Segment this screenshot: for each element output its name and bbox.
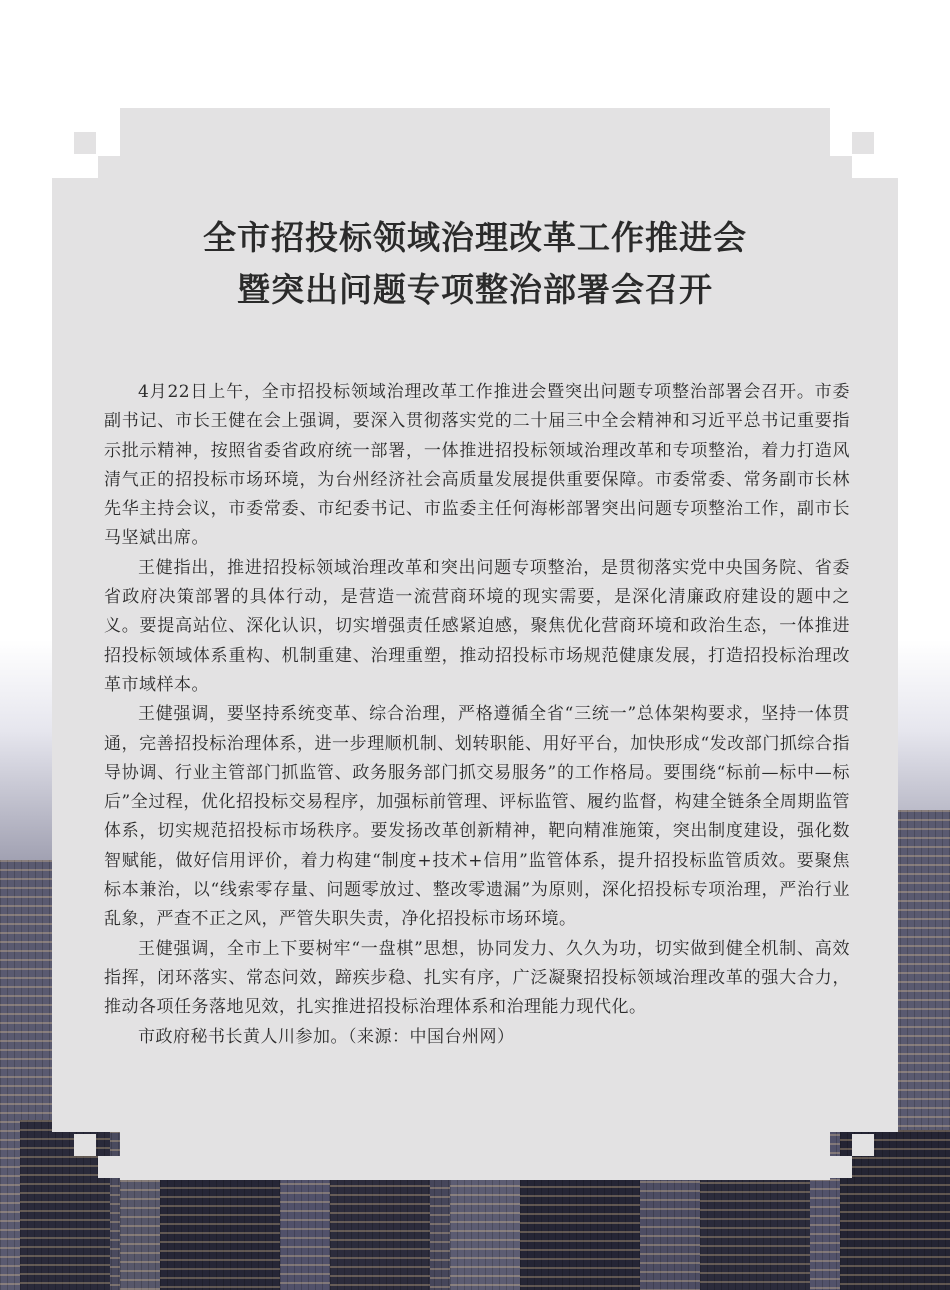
corner-block [74, 132, 96, 154]
card-top [120, 108, 830, 178]
corner-block [852, 1134, 874, 1156]
paragraph: 4月22日上午，全市招投标领域治理改革工作推进会暨突出问题专项整治部署会召开。市委副书记、市长王健在会上强调，要深入贯彻落实党的二十届三中全会精神和习近平总书记重要指示批示精神，按照省委省政府统一部署，一体推进招投标领域治理改革和专项整治，着力打造风清气正的招投标市场环境，为台州经济社会高质量发展提供重要保障。市委常委、常务副市长林先华主持会议，市委常委、市纪委书记、市监委主任何海彬部署突出问题专项整治工作，副市长马坚斌出席。 [104, 382, 850, 549]
corner-block [830, 1156, 852, 1178]
corner-block [74, 1134, 96, 1156]
paragraph: 王健强调，要坚持系统变革、综合治理，严格遵循全省“三统一”总体架构要求，坚持一体贯通，完善招投标治理体系，进一步理顺机制、划转职能、用好平台，加快形成“发改部门抓综合指导协调、行业主管部门抓监管、政务服务部门抓交易服务”的工作格局。要围绕“标前—标中—标后”全过程，优化招投标交易程序，加强标前管理、评标监管、履约监督，构建全链条全周期监管体系，切实规范招投标市场秩序。要发扬改革创新精神，靶向精准施策，突出制度建设，强化数智赋能，做好信用评价，着力构建“制度+技术+信用”监管体系，提升招投标监管质效。要聚焦标本兼治，以“线索零存量、问题零放过、整改零遗漏”为原则，深化招投标专项治理，严治行业乱象，严查不正之风，严管失职失责，净化招投标市场环境。 [104, 704, 850, 930]
building [20, 1120, 110, 1290]
paragraph: 市政府秘书长黄人川参加。（来源：中国台州网） [138, 1026, 515, 1047]
corner-block [852, 132, 874, 154]
paragraph: 王健强调，全市上下要树牢“一盘棋”思想，协同发力、久久为功，切实做到健全机制、高效指挥，闭环落实、常态问效，蹄疾步稳、扎实有序，广泛凝聚招投标领域治理改革的强大合力，推动各项任务落地见效，扎实推进招投标治理体系和治理能力现代化。 [104, 938, 850, 1018]
title-line-1: 全市招投标领域治理改革工作推进会 [203, 218, 747, 257]
card-bottom [120, 1132, 830, 1180]
article-title [52, 212, 898, 316]
corner-block [98, 1156, 120, 1178]
paragraph: 王健指出，推进招投标领域治理改革和突出问题专项整治，是贯彻落实党中央国务院、省委省政府决策部署的具体行动，是营造一流营商环境的现实需要，是深化清廉政府建设的题中之义。要提高站位、深化认识，切实增强责任感紧迫感，聚焦优化营商环境和政治生态，一体推进招投标领域体系重构、机制重建、治理重塑，推动招投标市场规范健康发展，打造招投标治理改革市域样本。 [104, 557, 850, 695]
corner-block [830, 156, 852, 178]
title-line-2: 暨突出问题专项整治部署会召开 [237, 270, 713, 309]
article-body [104, 378, 850, 1052]
corner-block [98, 156, 120, 178]
